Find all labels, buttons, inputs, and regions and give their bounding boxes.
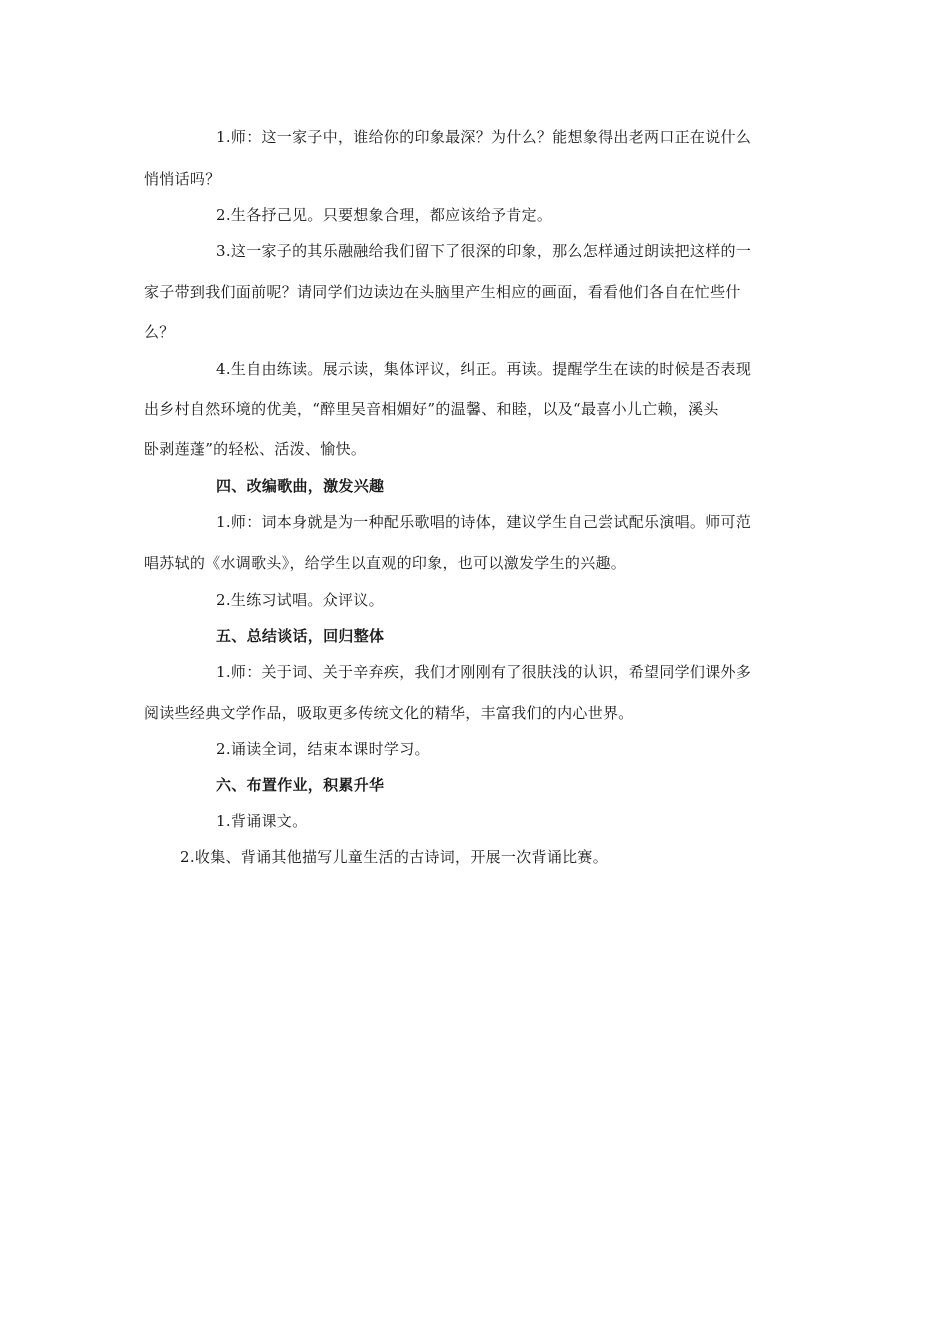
paragraph-3-2: 2.生各抒己见。只要想象合理，都应该给予肯定。 (216, 206, 553, 224)
paragraph-3-3-line-2: 家子带到我们面前呢？请同学们边读边在头脑里产生相应的画面，看看他们各自在忙些什 (144, 283, 741, 301)
paragraph-5-1-line-2: 阅读些经典文学作品，吸取更多传统文化的精华，丰富我们的内心世界。 (144, 704, 634, 722)
section-5-heading: 五、总结谈话，回归整体 (216, 627, 385, 645)
paragraph-3-4-line-2: 出乡村自然环境的优美，“醉里吴音相媚好”的温馨、和睦，以及“最喜小儿亡赖，溪头 (144, 400, 719, 418)
paragraph-4-2: 2.生练习试唱。众评议。 (216, 591, 384, 609)
section-4-heading: 四、改编歌曲，激发兴趣 (216, 477, 385, 495)
paragraph-4-1-line-1: 1.师：词本身就是为一种配乐歌唱的诗体，建议学生自己尝试配乐演唱。师可范 (216, 513, 752, 531)
paragraph-3-1-line-1: 1.师：这一家子中，谁给你的印象最深？为什么？能想象得出老两口正在说什么 (216, 128, 752, 146)
paragraph-3-1-line-2: 悄悄话吗？ (144, 170, 221, 188)
section-6-heading: 六、布置作业，积累升华 (216, 776, 385, 794)
paragraph-6-2: 2.收集、背诵其他描写儿童生活的古诗词，开展一次背诵比赛。 (180, 848, 609, 866)
paragraph-3-4-line-3: 卧剥莲蓬”的轻松、活泼、愉快。 (144, 440, 367, 458)
paragraph-3-4-line-1: 4.生自由练读。展示读，集体评议，纠正。再读。提醒学生在读的时候是否表现 (216, 360, 752, 378)
paragraph-3-3-line-3: 么？ (144, 323, 175, 341)
paragraph-5-1-line-1: 1.师：关于词、关于辛弃疾，我们才刚刚有了很肤浅的认识，希望同学们课外多 (216, 663, 752, 681)
paragraph-4-1-line-2: 唱苏轼的《水调歌头》，给学生以直观的印象，也可以激发学生的兴趣。 (144, 554, 627, 572)
paragraph-3-3-line-1: 3.这一家子的其乐融融给我们留下了很深的印象，那么怎样通过朗读把这样的一 (216, 242, 752, 260)
paragraph-5-2: 2.诵读全词，结束本课时学习。 (216, 740, 430, 758)
paragraph-6-1: 1.背诵课文。 (216, 812, 308, 830)
